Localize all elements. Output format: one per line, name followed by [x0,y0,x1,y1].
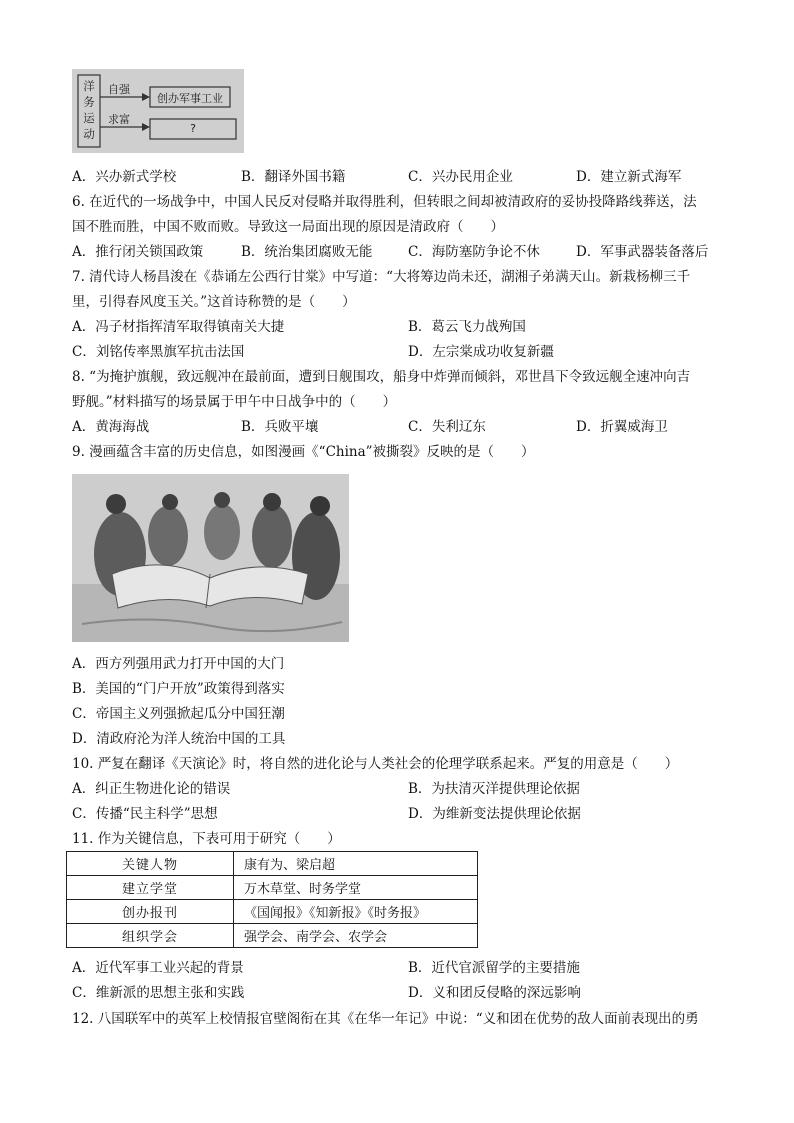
q8-option-a: A．黄海海战 [72,419,150,435]
table-cell-label: 建立学堂 [67,876,234,900]
q9-stem: 9. 漫画蕴含丰富的历史信息，如图漫画《“China”被撕裂》反映的是（ ） [72,444,535,460]
q7-stem-line-2: 里，引得春风度玉关。”这首诗称赞的是（ ） [72,294,356,310]
diagram-branch-2: 求富 [108,113,130,126]
diagram-box-1-label: 创办军事工业 [157,92,223,105]
q8-option-d: D．折翼威海卫 [576,419,668,435]
q11-option-c: C．维新派的思想主张和实践 [72,985,245,1001]
q10-option-a: A．纠正生物进化论的错误 [72,781,231,797]
q6-option-b: B．统治集团腐败无能 [241,244,373,260]
table-cell-value: 强学会、南学会、农学会 [234,924,478,948]
q10-option-b: B．为扶清灭洋提供理论依据 [408,781,580,797]
table-cell-value: 《国闻报》《知新报》《时务报》 [234,900,478,924]
cartoon-sketch [72,474,349,642]
q8-stem-line-2: 野舰。”材料描写的场景属于甲午中日战争中的（ ） [72,394,397,410]
q9-option-b: B．美国的“门户开放”政策得到落实 [72,681,285,697]
table-row [67,900,478,924]
q7-option-b: B．葛云飞力战殉国 [408,319,526,335]
q11-option-d: D．义和团反侵略的深远影响 [408,985,581,1001]
diagram-side-label: 洋务运动 [83,79,95,141]
q6-option-a: A．推行闭关锁国政策 [72,244,204,260]
q10-option-d: D．为维新变法提供理论依据 [408,806,581,822]
q5-option-b: B．翻译外国书籍 [241,169,346,185]
q6-option-c: C．海防塞防争论不休 [408,244,540,260]
table-cell-value: 康有为、梁启超 [234,852,478,876]
q8-option-c: C．失利辽东 [408,419,486,435]
q6-stem-line-1: 6. 在近代的一场战争中，中国人民反对侵略并取得胜利，但转眼之间却被清政府的妥协投降路线葬送，法 [72,194,697,210]
q5-option-a: A．兴办新式学校 [72,169,177,185]
table-row [67,876,478,900]
diagram-box-2-label: ? [190,122,196,135]
yangwu-diagram-figure [72,69,244,153]
table-row [67,852,478,876]
q9-option-d: D．清政府沦为洋人统治中国的工具 [72,731,286,747]
q11-key-info-table [66,851,478,948]
q11-option-a: A．近代军事工业兴起的背景 [72,960,244,976]
q5-option-d: D．建立新式海军 [576,169,682,185]
q11-option-b: B．近代官派留学的主要措施 [408,960,580,976]
q8-option-b: B．兵败平壤 [241,419,319,435]
table-cell-label: 关键人物 [67,852,234,876]
table-cell-label: 创办报刊 [67,900,234,924]
q11-stem: 11. 作为关键信息，下表可用于研究（ ） [72,831,341,847]
table-cell-label: 组织学会 [67,924,234,948]
q12-stem-line-1: 12. 八国联军中的英军上校情报官壁阁衔在其《在华一年记》中说：“义和团在优势的敌人面前表现出的勇 [72,1011,699,1027]
q7-option-c: C．刘铭传率黑旗军抗击法国 [72,344,245,360]
table-row [67,924,478,948]
q9-option-a: A．西方列强用武力打开中国的大门 [72,656,285,672]
q6-option-d: D．军事武器装备落后 [576,244,709,260]
table-cell-value: 万木草堂、时务学堂 [234,876,478,900]
q8-stem-line-1: 8. “为掩护旗舰，致远舰冲在最前面，遭到日舰围攻，船身中炸弹而倾斜，邓世昌下令致远舰全速冲向吉 [72,369,691,385]
china-torn-cartoon-image [72,474,349,642]
diagram-lines [72,69,244,153]
q9-option-c: C．帝国主义列强掀起瓜分中国狂潮 [72,706,285,722]
q6-stem-line-2: 国不胜而胜，中国不败而败。导致这一局面出现的原因是清政府（ ） [72,219,504,235]
q10-stem: 10. 严复在翻译《天演论》时，将自然的进化论与人类社会的伦理学联系起来。严复的用意是（ ） [72,756,679,772]
q7-stem-line-1: 7. 清代诗人杨昌浚在《恭诵左公西行甘棠》中写道：“大将筹边尚未还，湖湘子弟满天山。新栽杨柳三千 [72,269,691,285]
diagram-branch-1: 自强 [108,83,130,96]
q10-option-c: C．传播“民主科学”思想 [72,806,218,822]
q7-option-d: D．左宗棠成功收复新疆 [408,344,554,360]
q5-option-c: C．兴办民用企业 [408,169,513,185]
q7-option-a: A．冯子材指挥清军取得镇南关大捷 [72,319,285,335]
